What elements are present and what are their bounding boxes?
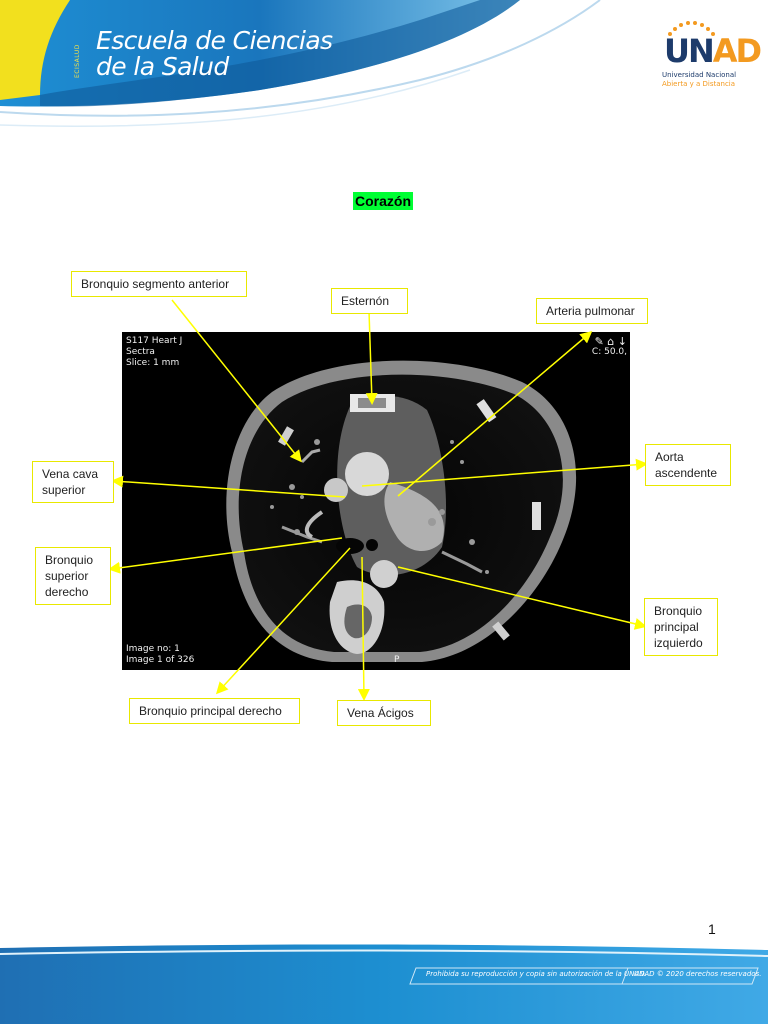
ct-vendor: Sectra xyxy=(126,347,155,357)
ct-info-top-left xyxy=(126,336,182,369)
footer-banner-graphic xyxy=(0,940,768,1024)
footer-notice: Prohibida su reproducción y copia sin autorización de la UNAD. xyxy=(426,970,647,978)
label-arteria-pulmonar: Arteria pulmonar xyxy=(536,298,648,324)
page-footer xyxy=(0,940,768,1024)
logo-subtitle-line1: Universidad Nacional xyxy=(662,71,737,79)
label-bronquio-principal-derecho: Bronquio principal derecho xyxy=(129,698,300,724)
school-name-line2: de la Salud xyxy=(96,52,229,81)
page-header xyxy=(0,0,768,140)
school-side-label: ECISALUD xyxy=(74,44,81,78)
ct-info-bottom-left xyxy=(126,644,194,666)
label-bronquio-segmento-anterior: Bronquio segmento anterior xyxy=(71,271,247,297)
label-bronquio-principal-izquierdo: Bronquio principal izquierdo xyxy=(644,598,718,656)
school-name-line1: Escuela de Ciencias xyxy=(96,26,333,55)
page-number: 1 xyxy=(708,921,716,937)
school-name xyxy=(96,28,332,80)
ct-tool-icons[interactable]: ✎ ⌂ ↓ xyxy=(594,335,627,348)
logo-subtitle-line2: Abierta y a Distancia xyxy=(662,80,736,88)
logo-word: UNAD xyxy=(664,32,761,70)
label-aorta-ascendente: Aorta ascendente xyxy=(645,444,731,486)
footer-copyright: UNAD © 2020 derechos reservados. xyxy=(634,970,762,978)
ct-scan-image xyxy=(122,332,630,670)
ct-orientation-marker: P xyxy=(394,655,400,665)
ct-window-center: C: 50.0, xyxy=(591,347,627,357)
ct-info-top-right xyxy=(592,336,627,358)
label-vena-cava-superior: Vena cava superior xyxy=(32,461,114,503)
label-vena-acigos: Vena Ácigos xyxy=(337,700,431,726)
ct-slice-thickness: Slice: 1 mm xyxy=(126,358,180,368)
ct-image-count: Image 1 of 326 xyxy=(126,655,195,665)
page-title: Corazón xyxy=(355,193,411,209)
label-bronquio-superior-derecho: Bronquio superior derecho xyxy=(35,547,111,605)
ct-image-number: Image no: 1 xyxy=(126,644,180,654)
ct-series-name: S117 Heart J xyxy=(126,336,183,346)
ct-scan-graphic xyxy=(122,332,630,670)
label-esternon: Esternón xyxy=(331,288,408,314)
unad-logo xyxy=(660,20,761,90)
